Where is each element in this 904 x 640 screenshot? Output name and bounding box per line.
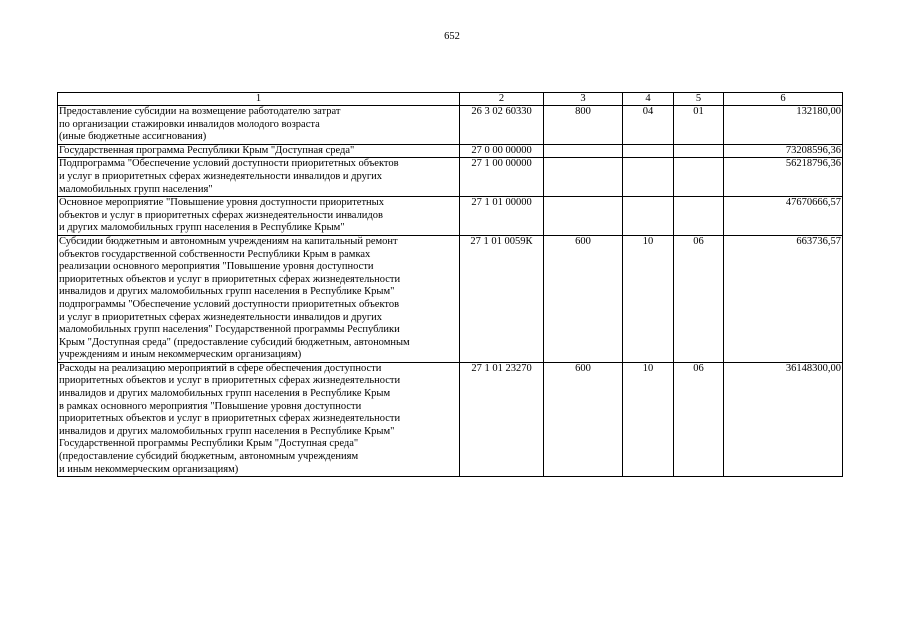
row-expense-type	[544, 158, 623, 197]
row-name: Предоставление субсидии на возмещение работодателю затрат по организации стажировки инвалидов молодого возраста (иные бюджетные ассигнования)	[58, 106, 460, 145]
row-name: Государственная программа Республики Крым "Доступная среда"	[58, 144, 460, 158]
row-section	[623, 158, 674, 197]
column-header-expense-type: 3	[544, 93, 623, 106]
row-amount: 56218796,36	[724, 158, 843, 197]
row-name: Субсидии бюджетным и автономным учреждениям на капитальный ремонт объектов государственной собственности Республики Крым в рамках реализации основного мероприятия "Повышение уровня доступности приоритетных объектов и услуг в приоритетных сферах жизнедеятельности инвалидов и других маломобильных групп населения в Республике Крым" подпрограммы "Обеспечение условий доступности приоритетных объектов и услуг в приоритетных сферах жизнедеятельности инвалидов и других маломобильных групп населения" Государственной программы Республики Крым "Доступная среда" (предоставление субсидий бюджетным, автономным учреждениям и иным некоммерческим организациям)	[58, 235, 460, 362]
column-header-amount: 6	[724, 93, 843, 106]
row-amount: 132180,00	[724, 106, 843, 145]
row-target-article: 26 3 02 60330	[460, 106, 544, 145]
row-expense-type	[544, 197, 623, 236]
row-target-article: 27 1 01 0059К	[460, 235, 544, 362]
row-target-article: 27 1 00 00000	[460, 158, 544, 197]
budget-table	[57, 92, 843, 477]
row-subsection: 06	[674, 362, 724, 476]
table-row	[58, 144, 843, 158]
row-section	[623, 197, 674, 236]
row-expense-type: 600	[544, 235, 623, 362]
row-name: Расходы на реализацию мероприятий в сфере обеспечения доступности приоритетных объектов и услуг в приоритетных сферах жизнедеятельности инвалидов и других маломобильных групп населения в Республике Крым в рамках основного мероприятия "Повышение уровня доступности приоритетных объектов и услуг в приоритетных сферах жизнедеятельности инвалидов и других маломобильных групп населения в Республике Крым" Государственной программы Республики Крым "Доступная среда" (предоставление субсидий бюджетным, автономным учреждениям и иным некоммерческим организациям)	[58, 362, 460, 476]
row-target-article: 27 1 01 23270	[460, 362, 544, 476]
row-amount: 36148300,00	[724, 362, 843, 476]
row-amount: 73208596,36	[724, 144, 843, 158]
column-header-section: 4	[623, 93, 674, 106]
table-row	[58, 106, 843, 145]
column-header-subsection: 5	[674, 93, 724, 106]
column-header-name: 1	[58, 93, 460, 106]
row-name: Подпрограмма "Обеспечение условий доступности приоритетных объектов и услуг в приоритетных сферах жизнедеятельности инвалидов и других маломобильных групп населения"	[58, 158, 460, 197]
table-row	[58, 235, 843, 362]
table-row	[58, 158, 843, 197]
table-row	[58, 197, 843, 236]
page-number: 652	[444, 31, 460, 42]
row-subsection: 01	[674, 106, 724, 145]
row-name: Основное мероприятие "Повышение уровня доступности приоритетных объектов и услуг в приоритетных сферах жизнедеятельности инвалидов и других маломобильных групп населения в Республике Крым"	[58, 197, 460, 236]
row-subsection	[674, 144, 724, 158]
row-section	[623, 144, 674, 158]
row-expense-type: 600	[544, 362, 623, 476]
row-amount: 47670666,57	[724, 197, 843, 236]
row-subsection	[674, 197, 724, 236]
table-row	[58, 362, 843, 476]
column-header-target-article: 2	[460, 93, 544, 106]
row-expense-type	[544, 144, 623, 158]
row-section: 10	[623, 362, 674, 476]
row-amount: 663736,57	[724, 235, 843, 362]
row-expense-type: 800	[544, 106, 623, 145]
row-section: 04	[623, 106, 674, 145]
row-subsection	[674, 158, 724, 197]
row-target-article: 27 1 01 00000	[460, 197, 544, 236]
table-header-row	[58, 93, 843, 106]
row-subsection: 06	[674, 235, 724, 362]
row-target-article: 27 0 00 00000	[460, 144, 544, 158]
row-section: 10	[623, 235, 674, 362]
